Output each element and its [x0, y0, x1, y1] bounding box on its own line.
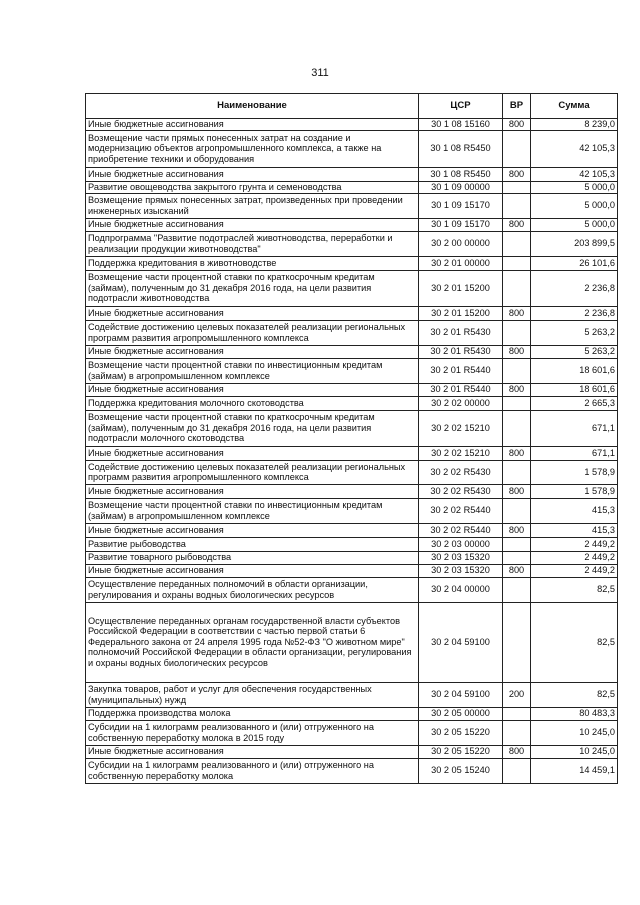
cell-csr: 30 2 02 R5430 [419, 484, 503, 498]
cell-sum: 5 263,2 [531, 345, 618, 358]
cell-vr [503, 720, 531, 745]
header-name: Наименование [86, 94, 419, 119]
cell-name: Содействие достижению целевых показателей реализации региональных программ развития агропромышленного комплекса [86, 460, 419, 484]
cell-csr: 30 2 01 R5430 [419, 320, 503, 345]
cell-sum: 18 601,6 [531, 383, 618, 396]
cell-csr: 30 1 08 R5450 [419, 167, 503, 181]
cell-sum: 18 601,6 [531, 358, 618, 383]
header-vr: ВР [503, 94, 531, 119]
cell-name: Поддержка кредитования в животноводстве [86, 256, 419, 270]
cell-vr [503, 602, 531, 682]
cell-vr [503, 358, 531, 383]
cell-vr [503, 130, 531, 167]
cell-vr [503, 256, 531, 270]
cell-csr: 30 2 01 R5430 [419, 345, 503, 358]
cell-name: Иные бюджетные ассигнования [86, 306, 419, 320]
cell-vr: 800 [503, 345, 531, 358]
cell-sum: 8 239,0 [531, 119, 618, 131]
cell-vr: 200 [503, 682, 531, 707]
cell-sum: 5 000,0 [531, 218, 618, 231]
cell-sum: 26 101,6 [531, 256, 618, 270]
cell-vr: 800 [503, 745, 531, 758]
cell-name: Развитие товарного рыбоводства [86, 551, 419, 564]
table-row [86, 306, 618, 320]
cell-csr: 30 2 02 R5440 [419, 523, 503, 537]
cell-vr [503, 537, 531, 551]
cell-sum: 10 245,0 [531, 745, 618, 758]
cell-name: Закупка товаров, работ и услуг для обеспечения государственных (муниципальных) нужд [86, 682, 419, 707]
cell-name: Возмещение прямых понесенных затрат, произведенных при проведении инженерных изысканий [86, 193, 419, 218]
table-row [86, 758, 618, 783]
table-row [86, 410, 618, 446]
cell-sum: 42 105,3 [531, 130, 618, 167]
cell-vr: 800 [503, 446, 531, 460]
cell-csr: 30 2 03 00000 [419, 537, 503, 551]
cell-name: Поддержка кредитования молочного скотоводства [86, 396, 419, 410]
cell-sum: 415,3 [531, 498, 618, 523]
cell-vr [503, 460, 531, 484]
cell-vr [503, 320, 531, 345]
cell-sum: 82,5 [531, 682, 618, 707]
cell-name: Иные бюджетные ассигнования [86, 383, 419, 396]
cell-vr [503, 707, 531, 720]
header-sum: Сумма [531, 94, 618, 119]
cell-csr: 30 2 01 00000 [419, 256, 503, 270]
cell-csr: 30 2 02 15210 [419, 446, 503, 460]
table-row [86, 446, 618, 460]
cell-sum: 82,5 [531, 577, 618, 602]
table-body [86, 119, 618, 784]
table-row [86, 498, 618, 523]
table-row [86, 460, 618, 484]
cell-csr: 30 2 03 15320 [419, 551, 503, 564]
cell-sum: 5 263,2 [531, 320, 618, 345]
cell-vr [503, 758, 531, 783]
cell-vr [503, 498, 531, 523]
cell-sum: 80 483,3 [531, 707, 618, 720]
cell-sum: 415,3 [531, 523, 618, 537]
cell-vr: 800 [503, 306, 531, 320]
table-row [86, 537, 618, 551]
cell-name: Развитие овощеводства закрытого грунта и семеноводства [86, 181, 419, 193]
cell-csr: 30 2 05 15220 [419, 720, 503, 745]
table-row [86, 577, 618, 602]
cell-csr: 30 1 09 15170 [419, 218, 503, 231]
table-row [86, 256, 618, 270]
cell-csr: 30 1 08 15160 [419, 119, 503, 131]
table-row [86, 218, 618, 231]
cell-csr: 30 2 01 15200 [419, 306, 503, 320]
cell-vr: 800 [503, 564, 531, 577]
cell-vr [503, 551, 531, 564]
cell-sum: 2 449,2 [531, 537, 618, 551]
cell-sum: 2 449,2 [531, 551, 618, 564]
cell-csr: 30 2 04 00000 [419, 577, 503, 602]
cell-csr: 30 2 03 15320 [419, 564, 503, 577]
table-header-row [86, 94, 618, 119]
cell-name: Иные бюджетные ассигнования [86, 446, 419, 460]
cell-name: Субсидии на 1 килограмм реализованного и (или) отгруженного на собственную переработку молока в 2015 году [86, 720, 419, 745]
table-row [86, 523, 618, 537]
cell-name: Иные бюджетные ассигнования [86, 564, 419, 577]
cell-csr: 30 1 09 00000 [419, 181, 503, 193]
cell-vr: 800 [503, 218, 531, 231]
cell-csr: 30 2 01 R5440 [419, 383, 503, 396]
page-number: 311 [311, 67, 329, 79]
cell-vr: 800 [503, 484, 531, 498]
table-row [86, 167, 618, 181]
table-row [86, 130, 618, 167]
cell-name: Возмещение части процентной ставки по краткосрочным кредитам (займам), полученным до 31 декабря 2016 года, на цели развития подотрасли молочного скотоводства [86, 410, 419, 446]
cell-csr: 30 2 02 00000 [419, 396, 503, 410]
cell-name: Возмещение части процентной ставки по краткосрочным кредитам (займам), полученным до 31 декабря 2016 года, на цели развития подотрасли животноводства [86, 270, 419, 306]
cell-name: Субсидии на 1 килограмм реализованного и (или) отгруженного на собственную переработку молока [86, 758, 419, 783]
cell-sum: 671,1 [531, 410, 618, 446]
cell-vr [503, 577, 531, 602]
cell-name: Развитие рыбоводства [86, 537, 419, 551]
cell-name: Иные бюджетные ассигнования [86, 119, 419, 131]
cell-sum: 42 105,3 [531, 167, 618, 181]
cell-vr: 800 [503, 167, 531, 181]
cell-sum: 2 449,2 [531, 564, 618, 577]
table-row [86, 383, 618, 396]
table-row [86, 396, 618, 410]
cell-csr: 30 1 08 R5450 [419, 130, 503, 167]
table-row [86, 181, 618, 193]
cell-vr [503, 181, 531, 193]
cell-vr [503, 193, 531, 218]
cell-name: Иные бюджетные ассигнования [86, 745, 419, 758]
cell-name: Иные бюджетные ассигнования [86, 345, 419, 358]
cell-sum: 1 578,9 [531, 484, 618, 498]
cell-sum: 2 236,8 [531, 270, 618, 306]
cell-sum: 671,1 [531, 446, 618, 460]
cell-vr [503, 270, 531, 306]
budget-table [85, 93, 618, 784]
cell-csr: 30 2 00 00000 [419, 231, 503, 256]
table-row [86, 707, 618, 720]
table-row [86, 193, 618, 218]
table-row [86, 745, 618, 758]
cell-name: Иные бюджетные ассигнования [86, 218, 419, 231]
cell-sum: 203 899,5 [531, 231, 618, 256]
cell-csr: 30 2 04 59100 [419, 602, 503, 682]
cell-name: Возмещение части процентной ставки по инвестиционным кредитам (займам) в агропромышленном комплексе [86, 358, 419, 383]
cell-sum: 5 000,0 [531, 181, 618, 193]
header-csr: ЦСР [419, 94, 503, 119]
cell-csr: 30 2 02 15210 [419, 410, 503, 446]
cell-name: Возмещение части процентной ставки по инвестиционным кредитам (займам) в агропромышленном комплексе [86, 498, 419, 523]
cell-name: Иные бюджетные ассигнования [86, 484, 419, 498]
cell-csr: 30 2 02 R5440 [419, 498, 503, 523]
cell-vr [503, 396, 531, 410]
table-row [86, 320, 618, 345]
cell-csr: 30 2 01 15200 [419, 270, 503, 306]
table-row [86, 231, 618, 256]
cell-vr: 800 [503, 523, 531, 537]
cell-csr: 30 2 05 15240 [419, 758, 503, 783]
cell-name: Осуществление переданных органам государственной власти субъектов Российской Федерации в соответствии с частью первой статьи 6 Федерального закона от 24 апреля 1995 года №52-ФЗ "О животном мире" полномочий Российской Федерации в области организации, регулирования и охраны водных биологических ресурсов [86, 602, 419, 682]
cell-vr [503, 231, 531, 256]
cell-name: Иные бюджетные ассигнования [86, 167, 419, 181]
cell-csr: 30 1 09 15170 [419, 193, 503, 218]
table-row [86, 358, 618, 383]
cell-csr: 30 2 01 R5440 [419, 358, 503, 383]
cell-name: Иные бюджетные ассигнования [86, 523, 419, 537]
cell-csr: 30 2 05 15220 [419, 745, 503, 758]
cell-name: Содействие достижению целевых показателей реализации региональных программ развития агропромышленного комплекса [86, 320, 419, 345]
cell-sum: 14 459,1 [531, 758, 618, 783]
cell-name: Поддержка производства молока [86, 707, 419, 720]
table-row [86, 119, 618, 131]
cell-name: Возмещение части прямых понесенных затрат на создание и модернизацию объектов агропромышленного комплекса, а также на приобретение техники и оборудования [86, 130, 419, 167]
cell-sum: 2 665,3 [531, 396, 618, 410]
table-row [86, 720, 618, 745]
cell-csr: 30 2 02 R5430 [419, 460, 503, 484]
cell-csr: 30 2 05 00000 [419, 707, 503, 720]
table-row [86, 602, 618, 682]
cell-vr: 800 [503, 383, 531, 396]
table-row [86, 551, 618, 564]
cell-sum: 1 578,9 [531, 460, 618, 484]
table-row [86, 270, 618, 306]
cell-sum: 2 236,8 [531, 306, 618, 320]
cell-vr: 800 [503, 119, 531, 131]
cell-sum: 10 245,0 [531, 720, 618, 745]
table-row [86, 345, 618, 358]
cell-sum: 82,5 [531, 602, 618, 682]
table-row [86, 564, 618, 577]
cell-name: Осуществление переданных полномочий в области организации, регулирования и охраны водных биологических ресурсов [86, 577, 419, 602]
table-row [86, 484, 618, 498]
cell-name: Подпрограмма "Развитие подотраслей животноводства, переработки и реализации продукции животноводства" [86, 231, 419, 256]
cell-vr [503, 410, 531, 446]
cell-sum: 5 000,0 [531, 193, 618, 218]
table-row [86, 682, 618, 707]
cell-csr: 30 2 04 59100 [419, 682, 503, 707]
